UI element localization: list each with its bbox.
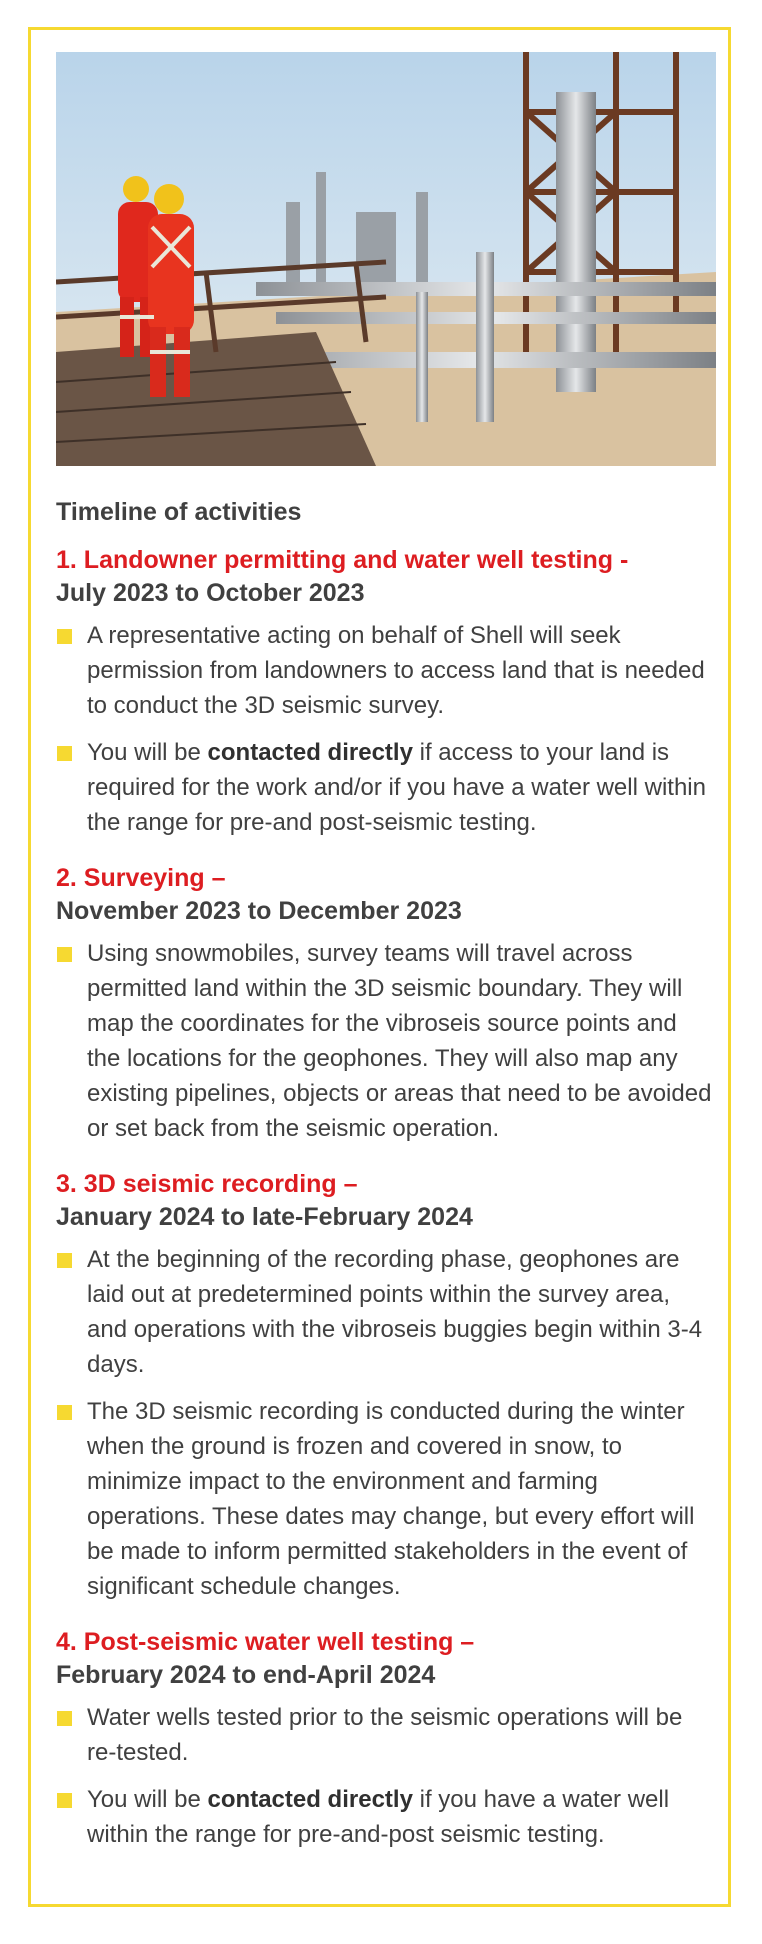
- section-permitting: [56, 544, 716, 840]
- info-panel: [28, 27, 731, 1907]
- refinery-photo-illustration: [56, 52, 716, 466]
- emphasis-text: contacted directly: [207, 1786, 413, 1813]
- timeline-content: [56, 497, 716, 1874]
- list-item: You will be contacted directly if you have a water well within the range for pre-and-post seismic testing.: [56, 1782, 716, 1852]
- bullet-square-icon: [57, 1253, 72, 1268]
- section-recording: [56, 1168, 716, 1604]
- bullet-square-icon: [57, 1793, 72, 1808]
- section-title: 3. 3D seismic recording –: [56, 1170, 358, 1198]
- bullet-square-icon: [57, 1405, 72, 1420]
- timeline-title: Timeline of activities: [56, 498, 302, 526]
- section-title: 4. Post-seismic water well testing –: [56, 1628, 475, 1656]
- list-item: Water wells tested prior to the seismic operations will be re-tested.: [56, 1700, 716, 1770]
- section-dates: November 2023 to December 2023: [56, 897, 462, 925]
- emphasis-text: contacted directly: [207, 739, 413, 766]
- list-item: A representative acting on behalf of Shell will seek permission from landowners to access land that is needed to conduct the 3D seismic survey.: [56, 618, 716, 723]
- list-item: You will be contacted directly if access to your land is required for the work and/or if you have a water well within the range for pre-and post-seismic testing.: [56, 735, 716, 840]
- bullet-square-icon: [57, 746, 72, 761]
- section-title: 2. Surveying –: [56, 864, 226, 892]
- list-item: The 3D seismic recording is conducted during the winter when the ground is frozen and covered in snow, to minimize impact to the environment and farming operations. These dates may change, but every effort will be made to inform permitted stakeholders in the event of significant schedule changes.: [56, 1394, 716, 1604]
- section-dates: July 2023 to October 2023: [56, 579, 365, 607]
- section-title: 1. Landowner permitting and water well testing -: [56, 546, 629, 574]
- section-surveying: [56, 862, 716, 1146]
- refinery-photo: [56, 52, 716, 466]
- bullet-square-icon: [57, 629, 72, 644]
- list-item: Using snowmobiles, survey teams will travel across permitted land within the 3D seismic boundary. They will map the coordinates for the vibroseis source points and the locations for the geophones. They will also map any existing pipelines, objects or areas that need to be avoided or set back from the seismic operation.: [56, 936, 716, 1146]
- section-dates: January 2024 to late-February 2024: [56, 1203, 473, 1231]
- bullet-square-icon: [57, 1711, 72, 1726]
- bullet-square-icon: [57, 947, 72, 962]
- section-dates: February 2024 to end-April 2024: [56, 1661, 436, 1689]
- section-post-testing: [56, 1626, 716, 1852]
- list-item: At the beginning of the recording phase, geophones are laid out at predetermined points within the survey area, and operations with the vibroseis buggies begin within 3-4 days.: [56, 1242, 716, 1382]
